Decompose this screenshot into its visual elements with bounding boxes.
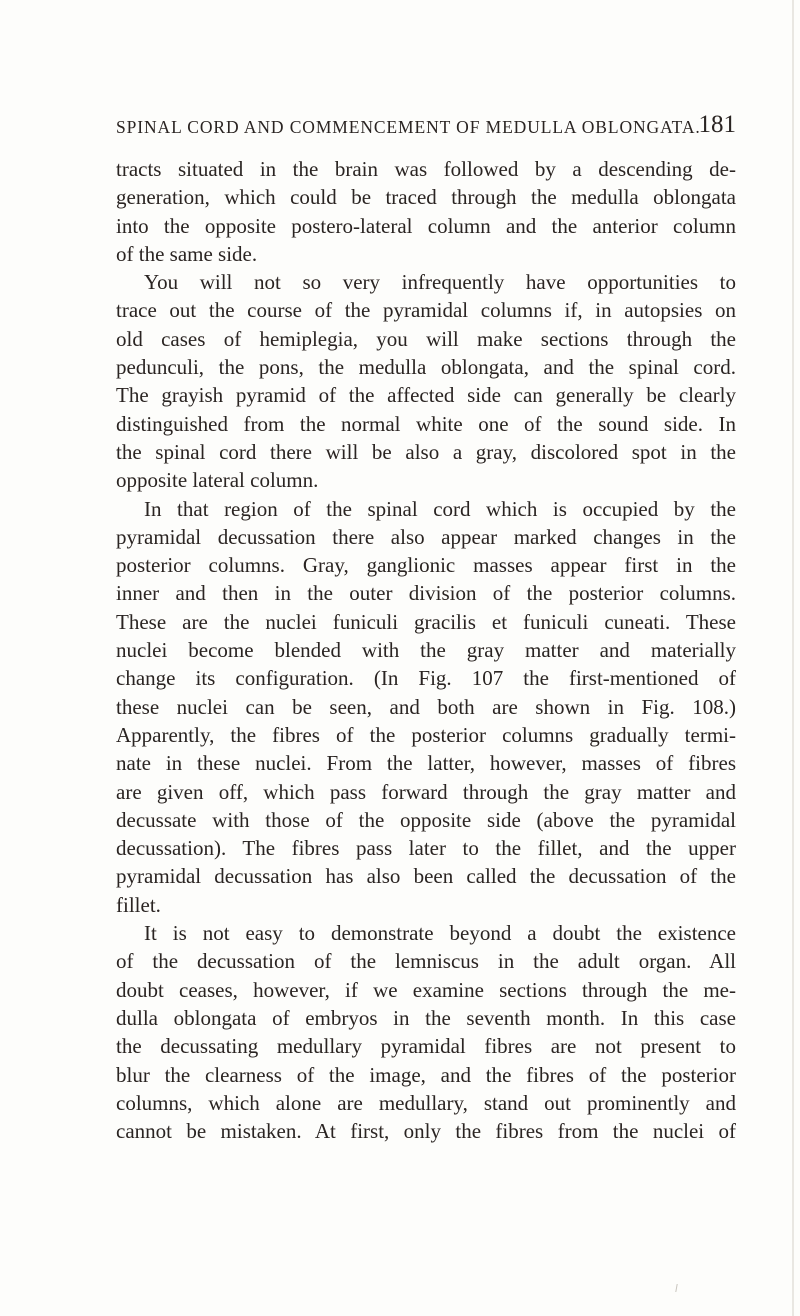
paragraph-3 bbox=[116, 495, 736, 919]
paragraph-1 bbox=[116, 155, 736, 268]
text-line: cannot be mistaken. At first, only the fibres from the nuclei of bbox=[116, 1119, 736, 1144]
text-line: the decussating medullary pyramidal fibres are not present to bbox=[116, 1034, 736, 1059]
text-line: trace out the course of the pyramidal columns if, in autopsies on bbox=[116, 298, 736, 323]
text-line: distinguished from the normal white one of the sound side. In bbox=[116, 411, 736, 436]
text-line: In that region of the spinal cord which is occupied by the bbox=[144, 496, 736, 521]
text-line: decussation). The fibres pass later to the fillet, and the upper bbox=[116, 836, 736, 861]
text-line: fillet. bbox=[116, 892, 161, 917]
running-head bbox=[116, 111, 736, 138]
running-head-title: SPINAL CORD AND COMMENCEMENT OF MEDULLA OBLONGATA. bbox=[116, 117, 701, 137]
text-line: dulla oblongata of embryos in the seventh month. In this case bbox=[116, 1005, 736, 1030]
text-line: The grayish pyramid of the affected side can generally be clearly bbox=[116, 383, 736, 408]
text-line: are given off, which pass forward through the gray matter and bbox=[116, 779, 736, 804]
text-line: Apparently, the fibres of the posterior columns gradually termi- bbox=[116, 722, 736, 747]
page-number: 181 bbox=[698, 111, 736, 138]
paragraph-2 bbox=[116, 268, 736, 494]
text-line: nuclei become blended with the gray matter and materially bbox=[116, 638, 736, 663]
text-line: inner and then in the outer division of the posterior columns. bbox=[116, 581, 736, 606]
text-line: of the decussation of the lemniscus in the adult organ. All bbox=[116, 949, 736, 974]
text-line: pyramidal decussation there also appear marked changes in the bbox=[116, 524, 736, 549]
text-line: You will not so very infrequently have opportunities to bbox=[144, 270, 736, 295]
text-line: tracts situated in the brain was followed by a descending de- bbox=[116, 157, 736, 181]
text-line: generation, which could be traced through the medulla oblongata bbox=[116, 185, 736, 210]
text-line: nate in these nuclei. From the latter, however, masses of fibres bbox=[116, 751, 736, 776]
text-line: columns, which alone are medullary, stand out prominently and bbox=[116, 1090, 736, 1115]
page-edge-shadow bbox=[792, 0, 794, 1316]
text-line: pedunculi, the pons, the medulla oblongata, and the spinal cord. bbox=[116, 355, 736, 380]
margin-mark bbox=[675, 1284, 683, 1292]
text-line: old cases of hemiplegia, you will make sections through the bbox=[116, 326, 736, 351]
text-line: the spinal cord there will be also a gray, discolored spot in the bbox=[116, 439, 736, 464]
text-line: These are the nuclei funiculi gracilis et funiculi cuneati. These bbox=[116, 609, 736, 634]
text-line: into the opposite postero-lateral column and the anterior column bbox=[116, 213, 736, 238]
text-line: decussate with those of the opposite side (above the pyramidal bbox=[116, 807, 736, 832]
text-line: pyramidal decussation has also been called the decussation of the bbox=[116, 864, 736, 889]
text-line: It is not easy to demonstrate beyond a doubt the existence bbox=[144, 921, 736, 946]
text-line: change its configuration. (In Fig. 107 the first-mentioned of bbox=[116, 666, 736, 691]
text-line: doubt ceases, however, if we examine sections through the me- bbox=[116, 977, 736, 1002]
paragraph-4 bbox=[116, 919, 736, 1145]
text-line: these nuclei can be seen, and both are shown in Fig. 108.) bbox=[116, 694, 736, 719]
text-line: posterior columns. Gray, ganglionic masses appear first in the bbox=[116, 553, 736, 578]
text-line: opposite lateral column. bbox=[116, 468, 319, 493]
text-line: of the same side. bbox=[116, 241, 258, 266]
text-line: blur the clearness of the image, and the fibres of the posterior bbox=[116, 1062, 736, 1087]
body-text bbox=[116, 155, 736, 1145]
